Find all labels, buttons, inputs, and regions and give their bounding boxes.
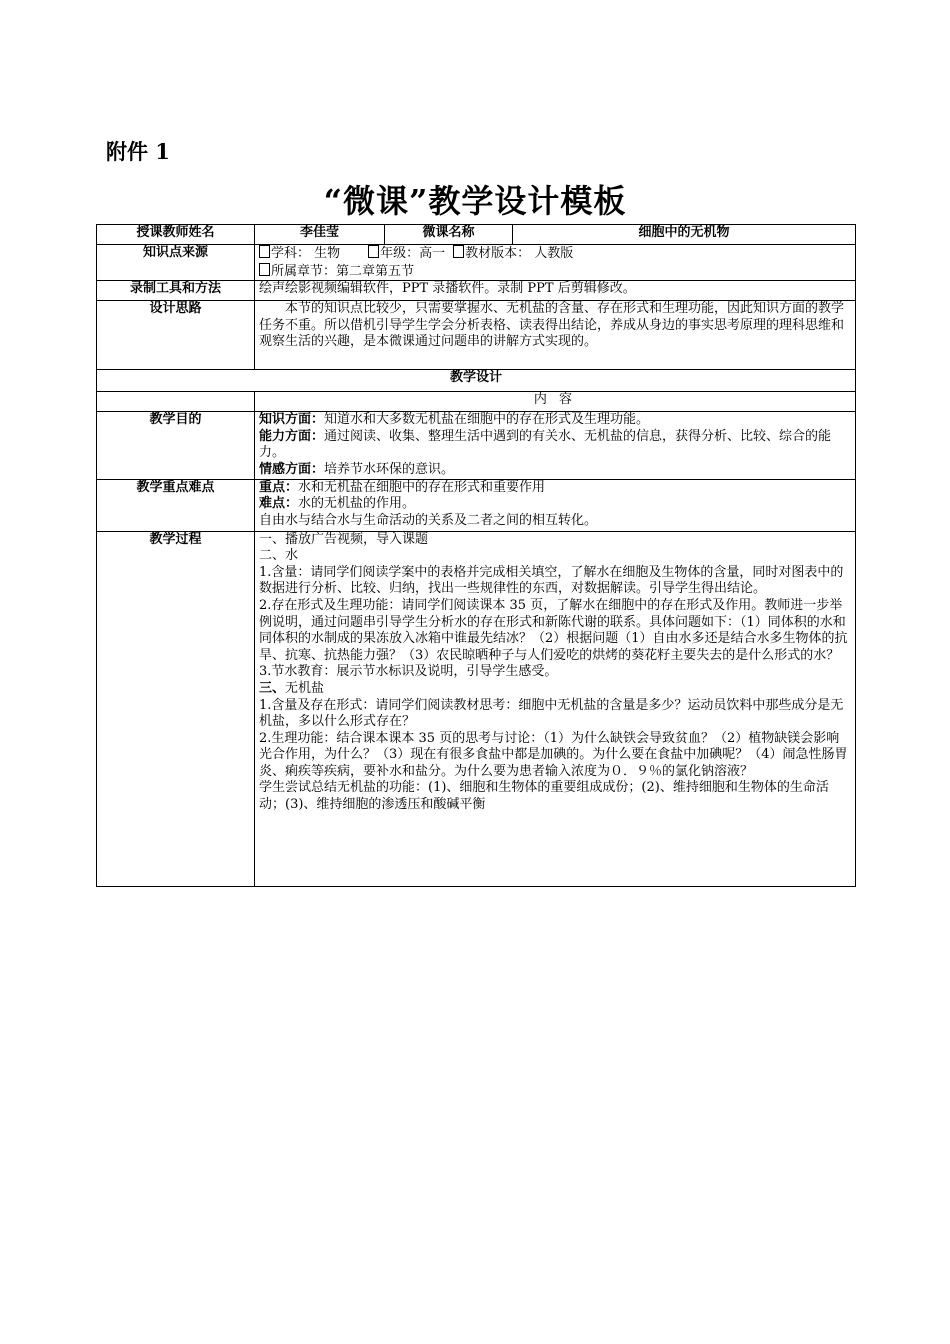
process-line-7: 1.含量及存在形式：请同学们阅读教材思考：细胞中无机盐的含量是多少？运动员饮料中那些成分是无机盐，多以什么形式存在？ <box>259 697 844 730</box>
source-edition: 教材版本： 人教版 <box>465 246 574 261</box>
checkbox-edition[interactable] <box>453 245 464 258</box>
process-line-4: 2.存在形式及生理功能：请同学们阅读课本 35 页，了解水在细胞中的存在形式及作用。教师进一步举例说明，通过问题串引导学生分析水的存在形式和新陈代谢的联系。具体问题如下：（1）同体积的水和同体积的水制成的果冻放入冰箱中谁最先结冰？（2）根据问题（1）自由水多还是结合水多生物体的抗旱、抗寒、抗热能力强？（3）农民晾晒种子与人们爱吃的烘烤的葵花籽主要失去的是什么形式的水？ <box>259 597 848 663</box>
teacher-label: 授课教师姓名 <box>97 225 255 245</box>
process-line-8: 2.生理功能：结合课本课本 35 页的思考与讨论：（1）为什么缺铁会导致贫血？（2）植物缺镁会影响光合作用，为什么？（3）现在有很多食盐中都是加碘的。为什么要在食盐中加碘呢？（4）闹急性肠胃炎、痢疾等疾病，要补水和盐分。为什么要为患者输入浓度为０．９％的氯化钠溶液？ <box>259 730 848 779</box>
process-line-6: 三、无机盐 <box>259 680 325 696</box>
header-row <box>97 225 856 245</box>
process-row <box>97 531 856 886</box>
design-label: 设计思路 <box>97 301 255 370</box>
objective-ability: 能力方面：通过阅读、收集、整理生活中遇到的有关水、无机盐的信息，获得分析、比较、综合的能力。 <box>259 428 832 461</box>
keypoint-difficulty: 难点：水的无机盐的作用。 <box>259 496 416 512</box>
source-subject: 学科： 生物 <box>271 246 341 261</box>
objectives-label: 教学目的 <box>97 412 255 479</box>
course-value: 细胞中的无机物 <box>513 225 856 245</box>
course-label: 微课名称 <box>385 225 513 245</box>
teacher-value: 李佳莹 <box>255 225 385 245</box>
section-title: 教学设计 <box>97 370 856 392</box>
source-cell <box>255 245 856 281</box>
objectives-row <box>97 412 856 479</box>
process-line-1: 一、播放广告视频，导入课题 <box>259 531 429 547</box>
design-value: 本节的知识点比较少，只需要掌握水、无机盐的含量、存在形式和生理功能，因此知识方面的教学任务不重。所以借机引导学生学会分析表格、读表得出结论，养成从身边的事实思考原理的理科思维和观察生活的兴趣，是本微课通过问题串的讲解方式实现的。 <box>255 301 856 370</box>
keypoints-row <box>97 479 856 531</box>
objectives-cell <box>255 412 856 479</box>
content-header-empty <box>97 392 255 412</box>
design-table <box>96 224 856 887</box>
section-row <box>97 370 856 392</box>
content-header: 内 容 <box>255 392 856 412</box>
objective-knowledge: 知识方面：知道水和大多数无机盐在细胞中的存在形式及生理功能。 <box>259 412 650 428</box>
checkbox-subject[interactable] <box>259 245 270 258</box>
content-header-row <box>97 392 856 412</box>
source-label: 知识点来源 <box>97 245 255 281</box>
page-title: “微课”教学设计模板 <box>323 182 627 220</box>
process-line-5: 3.节水教育：展示节水标识及说明，引导学生感受。 <box>259 664 558 680</box>
source-chapter: 所属章节：第二章第五节 <box>271 263 415 279</box>
objective-emotion: 情感方面：培养节水环保的意识。 <box>259 461 455 477</box>
keypoint-key: 重点：水和无机盐在细胞中的存在形式和重要作用 <box>259 479 546 495</box>
process-line-2: 二、水 <box>259 548 299 564</box>
checkbox-grade[interactable] <box>368 245 379 258</box>
process-line-3: 1.含量：请同学们阅读学案中的表格并完成相关填空，了解水在细胞及生物体的含量，同时对图表中的数据进行分析、比较、归纳，找出一些规律性的东西，对数据解读。引导学生得出结论。 <box>259 564 844 597</box>
tools-label: 录制工具和方法 <box>97 281 255 301</box>
source-grade: 年级：高一 <box>380 246 446 261</box>
tools-row <box>97 281 856 301</box>
keypoints-cell <box>255 479 856 531</box>
process-line-9: 学生尝试总结无机盐的功能：(1)、细胞和生物体的重要组成成份；(2)、维持细胞和生物体的生命活动；(3)、维持细胞的渗透压和酸碱平衡 <box>259 780 829 813</box>
attachment-label: 附件 1 <box>106 139 170 164</box>
keypoints-label: 教学重点难点 <box>97 479 255 531</box>
process-cell <box>255 531 856 886</box>
source-row <box>97 245 856 281</box>
checkbox-chapter[interactable] <box>259 263 270 276</box>
design-row <box>97 301 856 370</box>
tools-value: 绘声绘影视频编辑软件，PPT 录播软件。录制 PPT 后剪辑修改。 <box>255 281 856 301</box>
keypoint-extra: 自由水与结合水与生命活动的关系及二者之间的相互转化。 <box>259 512 598 528</box>
process-label: 教学过程 <box>97 531 255 886</box>
